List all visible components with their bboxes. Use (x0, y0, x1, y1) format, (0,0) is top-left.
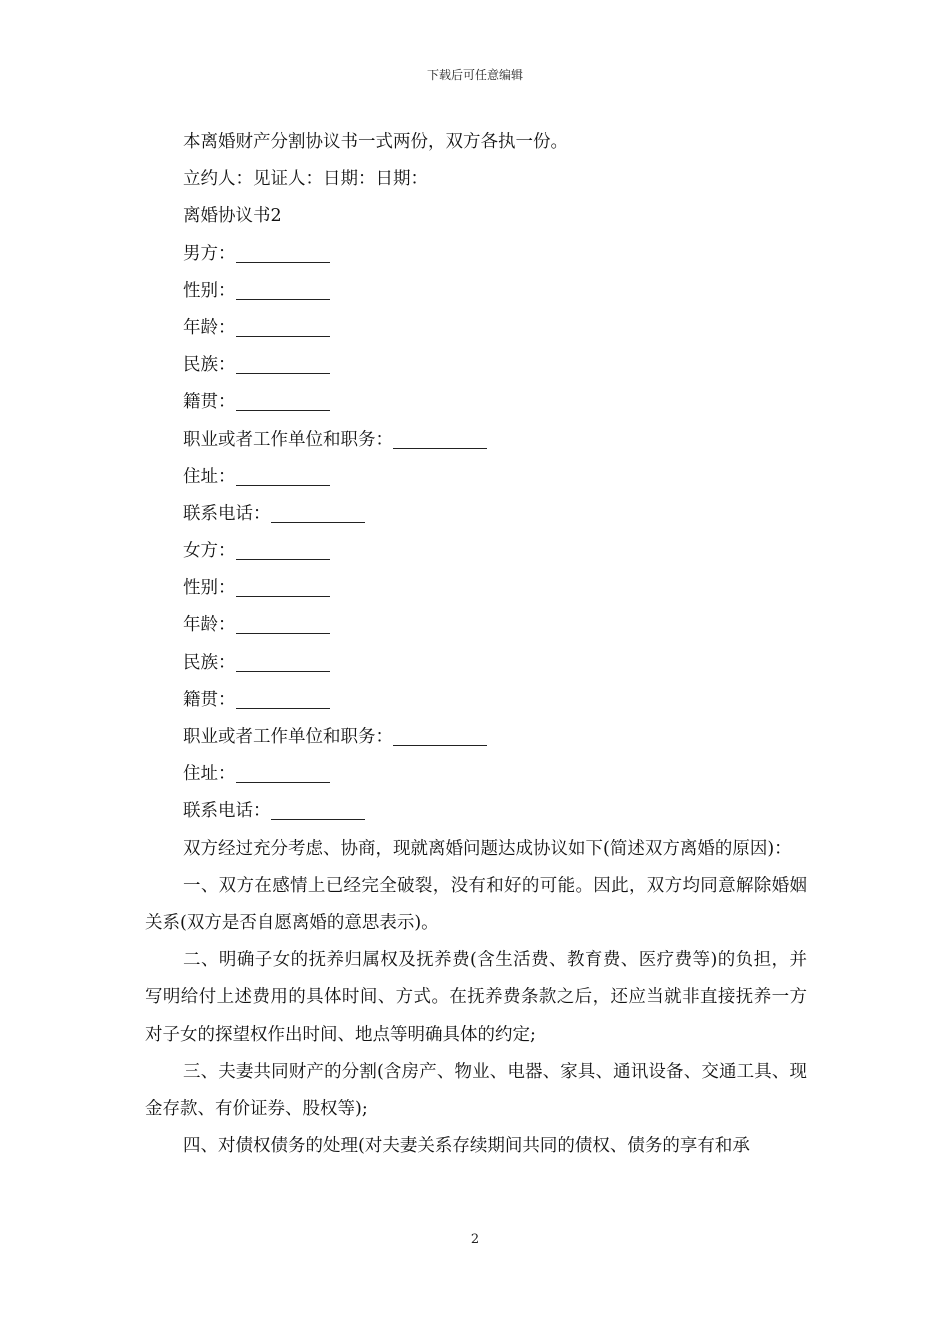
clause-2: 二、明确子女的抚养归属权及抚养费(含生活费、教育费、医疗费等)的负担，并写明给付上述费用的具体时间、方式。在抚养费条款之后，还应当就非直接抚养一方对子女的探望权作出时间、地点等明确具体的约定; (145, 950, 807, 1045)
field-male-gender (145, 273, 807, 310)
field-female-address (145, 756, 807, 793)
field-male-ethnicity (145, 347, 807, 384)
clause-3: 三、夫妻共同财产的分割(含房产、物业、电器、家具、通讯设备、交通工具、现金存款、有价证券、股权等); (145, 1061, 807, 1119)
field-label: 男方： (183, 243, 236, 264)
blank-underline (236, 684, 330, 709)
field-label: 住址： (183, 466, 236, 487)
document-body (145, 124, 807, 1165)
field-female (145, 533, 807, 570)
field-male-phone (145, 496, 807, 533)
blank-underline (236, 312, 330, 337)
blank-underline (236, 647, 330, 672)
field-label: 联系电话： (183, 801, 271, 822)
field-label: 籍贯： (183, 392, 236, 413)
blank-underline (271, 795, 365, 820)
field-label: 民族： (183, 652, 236, 673)
copies-statement: 本离婚财产分割协议书一式两份，双方各执一份。 (183, 132, 568, 152)
blank-underline (236, 386, 330, 411)
field-female-phone (145, 793, 807, 830)
blank-underline (271, 498, 365, 523)
blank-underline (236, 238, 330, 263)
field-label: 职业或者工作单位和职务： (183, 429, 393, 450)
field-label: 职业或者工作单位和职务： (183, 727, 393, 747)
clause-1: 一、双方在感情上已经完全破裂，没有和好的可能。因此，双方均同意解除婚姻关系(双方是否自愿离婚的意思表示)。 (145, 875, 807, 933)
field-male-job (145, 422, 807, 459)
field-label: 年龄： (183, 317, 236, 338)
signers-line: 立约人：见证人：日期：日期： (183, 169, 428, 190)
field-male (145, 236, 807, 273)
field-male-origin (145, 384, 807, 421)
blank-underline (393, 424, 487, 449)
field-label: 联系电话： (183, 503, 271, 524)
field-label: 性别： (183, 280, 236, 301)
field-female-ethnicity (145, 645, 807, 682)
page-number: 2 (470, 1232, 480, 1247)
blank-underline (236, 275, 330, 300)
field-label: 年龄： (183, 615, 236, 636)
field-label: 民族： (183, 355, 236, 376)
field-label: 性别： (183, 578, 236, 599)
page-header: 下载后可任意编辑 (426, 68, 523, 82)
field-female-gender (145, 570, 807, 607)
field-female-origin (145, 682, 807, 719)
field-male-age (145, 310, 807, 347)
field-female-age (145, 607, 807, 644)
blank-underline (236, 758, 330, 783)
field-label: 住址： (183, 764, 236, 785)
blank-underline (393, 721, 487, 746)
field-label: 女方： (183, 541, 236, 562)
field-female-job (145, 719, 807, 756)
field-label: 籍贯： (183, 689, 236, 710)
blank-underline (236, 535, 330, 560)
blank-underline (236, 461, 330, 486)
field-male-address (145, 459, 807, 496)
blank-underline (236, 609, 330, 634)
agreement-title: 离婚协议书2 (183, 206, 282, 227)
clause-4: 四、对债权债务的处理(对夫妻关系存续期间共同的债权、债务的享有和承 (183, 1136, 750, 1157)
blank-underline (236, 572, 330, 597)
blank-underline (236, 349, 330, 374)
intro-paragraph: 双方经过充分考虑、协商，现就离婚问题达成协议如下(简述双方离婚的原因)： (183, 838, 792, 859)
